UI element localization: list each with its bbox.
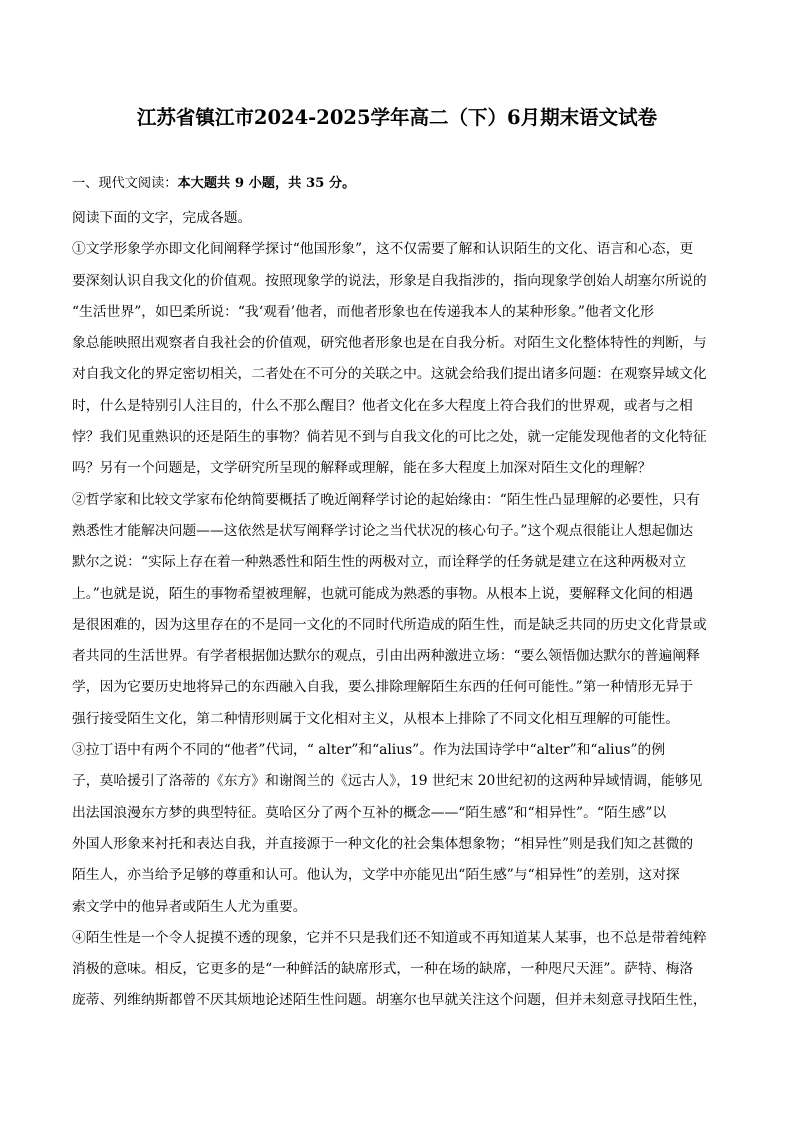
passage-line: 子，莫哈援引了洛蒂的《东方》和谢阁兰的《远古人》，19 世纪末 20世纪初的这两种异域情调，能够见 bbox=[72, 773, 703, 790]
passage-line: 陌生人，亦当给予足够的尊重和认可。他认为，文学中亦能见出“陌生感”与“相异性”的差别，这对探 bbox=[72, 867, 680, 884]
passage-line: 阅读下面的文字，完成各题。 bbox=[72, 210, 252, 226]
section-heading bbox=[72, 168, 724, 203]
passage-line: 庞蒂、列维纳斯都曾不厌其烦地论述陌生性问题。胡塞尔也早就关注这个问题，但并未刻意寻找陌生性， bbox=[72, 992, 707, 1009]
passage-line: ③拉丁语中有两个不同的“他者”代词，“ alter”和“alius”。作为法国诗学中“alter”和“alius”的例 bbox=[72, 742, 666, 759]
reading-passage bbox=[72, 168, 724, 1017]
passage-line: 象总能映照出观察者自我社会的价值观，研究他者形象也是在自我分析。对陌生文化整体特性的判断，与 bbox=[72, 335, 707, 352]
section-heading-prefix: 一、现代文阅读： bbox=[72, 176, 178, 191]
section-heading-detail: 本大题共 9 小题，共 35 分。 bbox=[177, 176, 356, 191]
passage-line: 默尔之说：“实际上存在着一种熟悉性和陌生性的两极对立，而诠释学的任务就是建立在这种两极对立 bbox=[72, 554, 687, 571]
passage-line: 学，因为它要历史地将异己的东西融入自我，要么排除理解陌生东西的任何可能性。”第一种情形无异于 bbox=[72, 679, 694, 696]
passage-line: 对自我文化的界定密切相关，二者处在不可分的关联之中。这就会给我们提出诸多问题：在观察异域文化 bbox=[72, 366, 707, 383]
passage-line: “生活世界”，如巴柔所说：“我‘观看’他者，而他者形象也在传递我本人的某种形象。”他者文化形 bbox=[72, 303, 654, 320]
passage-line: ②哲学家和比较文学家布伦纳简要概括了晚近阐释学讨论的起始缘由：“陌生性凸显理解的必要性，只有 bbox=[72, 491, 700, 508]
passage-line: 悖？我们见重熟识的还是陌生的事物？倘若见不到与自我文化的可比之处，就一定能发现他者的文化特征 bbox=[72, 429, 707, 446]
passage-line: 熟悉性才能解决问题——这依然是状写阐释学讨论之当代状况的核心句子。”这个观点很能让人想起伽达 bbox=[72, 522, 694, 539]
passage-line: 者共同的生活世界。有学者根据伽达默尔的观点，引由出两种激进立场：“要么领悟伽达默尔的普遍阐释 bbox=[72, 648, 700, 665]
passage-line: 吗？另有一个问题是，文学研究所呈现的解释或理解，能在多大程度上加深对陌生文化的理解？ bbox=[72, 460, 652, 477]
passage-line: ④陌生性是一个令人捉摸不透的现象，它并不只是我们还不知道或不再知道某人某事，也不总是带着纯粹 bbox=[72, 929, 707, 946]
exam-title: 江苏省镇江市2024-2025学年高二（下）6月期末语文试卷 bbox=[136, 106, 658, 129]
passage-line: 是很困难的，因为这里存在的不是同一文化的不同时代所造成的陌生性，而是缺乏共同的历史文化背景或 bbox=[72, 616, 707, 633]
passage-line: 消极的意味。相反，它更多的是“一种鲜活的缺席形式，一种在场的缺席，一种咫尺天涯”。萨特、梅洛 bbox=[72, 961, 694, 978]
passage-line: 要深刻认识自我文化的价值观。按照现象学的说法，形象是自我指涉的，指向现象学创始人胡塞尔所说的 bbox=[72, 272, 707, 289]
passage-line: 索文学中的他异者或陌生人尤为重要。 bbox=[72, 898, 307, 915]
passage-line: 上。”也就是说，陌生的事物希望被理解，也就可能成为熟悉的事物。从根本上说，要解释文化间的相遇 bbox=[72, 585, 694, 602]
passage-line: 强行接受陌生文化，第二种情形则属于文化相对主义，从根本上排除了不同文化相互理解的可能性。 bbox=[72, 710, 680, 727]
passage-line: ①文学形象学亦即文化间阐释学探讨“他国形象”，这不仅需要了解和认识陌生的文化、语言和心态，更 bbox=[72, 241, 694, 258]
passage-line: 外国人形象来衬托和表达自我，并直接源于一种文化的社会集体想象物；“相异性”则是我们知之甚微的 bbox=[72, 835, 694, 852]
passage-line: 出法国浪漫东方梦的典型特征。莫哈区分了两个互补的概念——“陌生感”和“相异性”。“陌生感”以 bbox=[72, 804, 667, 821]
passage-line: 时，什么是特别引人注目的，什么不那么醒目？他者文化在多大程度上符合我们的世界观，或者与之相 bbox=[72, 397, 693, 414]
